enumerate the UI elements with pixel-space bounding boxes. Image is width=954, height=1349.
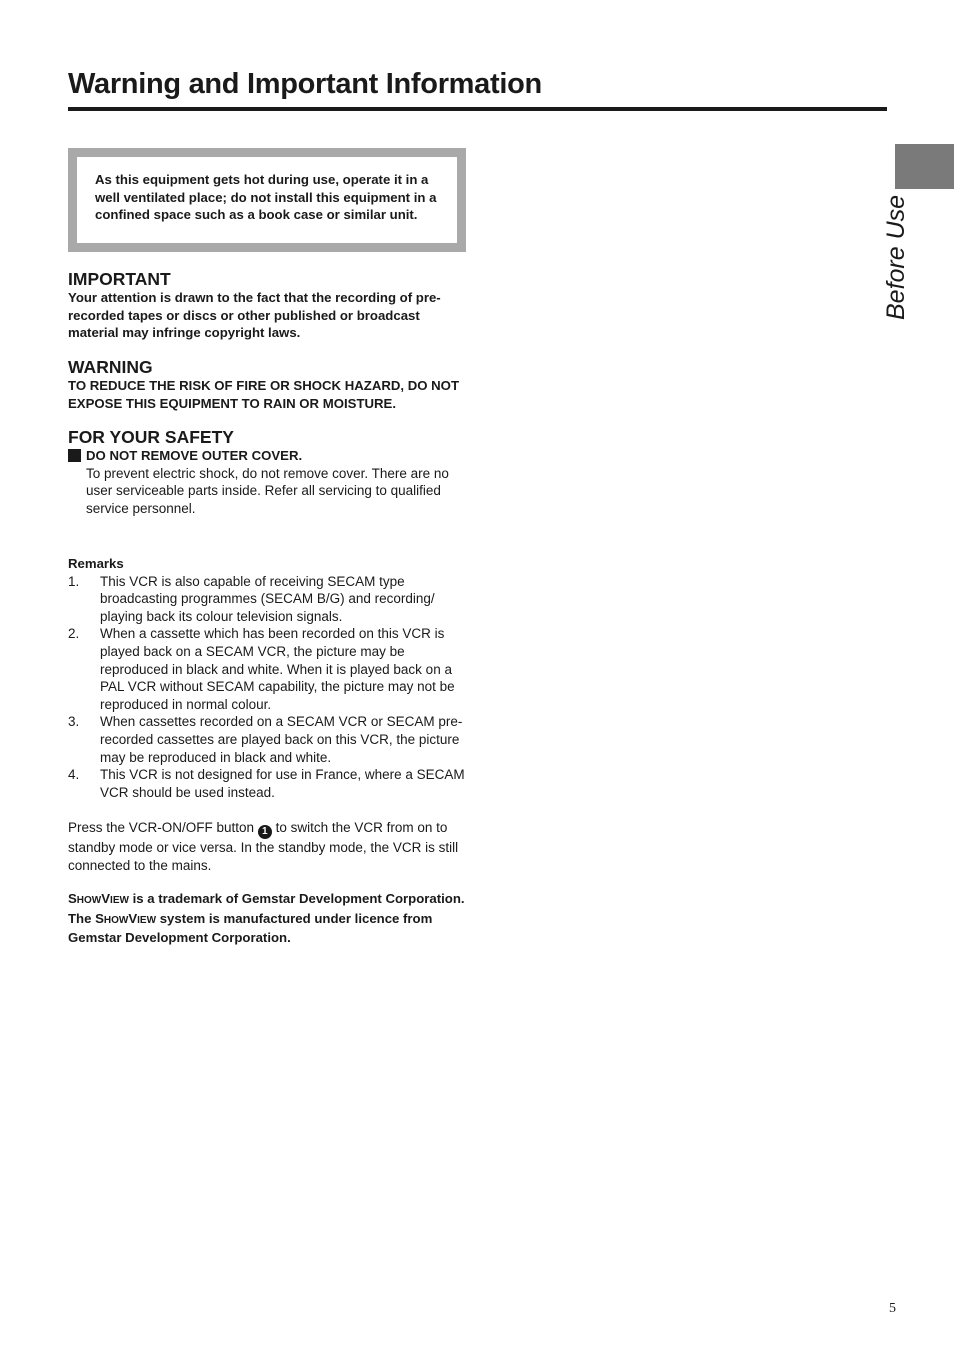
important-heading: IMPORTANT bbox=[68, 269, 171, 289]
warning-text: TO REDUCE THE RISK OF FIRE OR SHOCK HAZARD, DO NOT EXPOSE THIS EQUIPMENT TO RAIN OR MOISTURE. bbox=[68, 378, 459, 411]
important-section bbox=[68, 269, 468, 342]
remarks-list bbox=[68, 573, 468, 802]
trademark-note: SHOWVIEW is a trademark of Gemstar Development Corporation. The SHOWVIEW system is manufactured under licence from Gemstar Development Corporation. bbox=[68, 891, 465, 946]
safety-item-text: To prevent electric shock, do not remove cover. There are no user serviceable parts inside. Refer all servicing to qualified service personnel. bbox=[86, 465, 449, 516]
safety-heading: FOR YOUR SAFETY bbox=[68, 427, 234, 447]
list-item: 1. This VCR is also capable of receiving SECAM type broadcasting programmes (SECAM B/G) and recording/ playing back its colour television signals. bbox=[68, 573, 435, 624]
remarks-section bbox=[68, 555, 468, 801]
remarks-title: Remarks bbox=[68, 556, 124, 571]
side-tab-label: Before Use bbox=[882, 194, 910, 320]
list-item: 4. This VCR is not designed for use in France, where a SECAM VCR should be used instead. bbox=[68, 767, 465, 800]
warning-heading: WARNING bbox=[68, 357, 153, 377]
page-number: 5 bbox=[889, 1301, 896, 1316]
button-1-marker-icon: 1 bbox=[258, 825, 272, 839]
heat-notice-box bbox=[68, 148, 466, 252]
important-text: Your attention is drawn to the fact that the recording of pre-recorded tapes or discs or other published or broadcast material may infringe copyright laws. bbox=[68, 290, 441, 341]
page-title: Warning and Important Information bbox=[68, 68, 542, 100]
warning-section bbox=[68, 357, 468, 412]
heat-notice-text: As this equipment gets hot during use, operate it in a well ventilated place; do not install this equipment in a confined space such as a book case or similar unit. bbox=[77, 157, 457, 243]
safety-section bbox=[68, 427, 468, 517]
list-item: 3. When cassettes recorded on a SECAM VCR or SECAM pre-recorded cassettes are played back on this VCR, the picture may be reproduced in black and white. bbox=[68, 714, 463, 765]
title-rule bbox=[68, 107, 887, 111]
square-bullet-icon bbox=[68, 449, 81, 462]
safety-item-title: DO NOT REMOVE OUTER COVER. bbox=[68, 447, 468, 465]
list-item: 2. When a cassette which has been recorded on this VCR is played back on a SECAM VCR, the picture may be reproduced in black and white. When it is played back on a PAL VCR without SECAM capability, the picture may not be reproduced in normal colour. bbox=[68, 626, 455, 712]
power-note: Press the VCR-ON/OFF button 1 to switch the VCR from on to standby mode or vice versa. In the standby mode, the VCR is still connected to the mains. bbox=[68, 820, 459, 873]
